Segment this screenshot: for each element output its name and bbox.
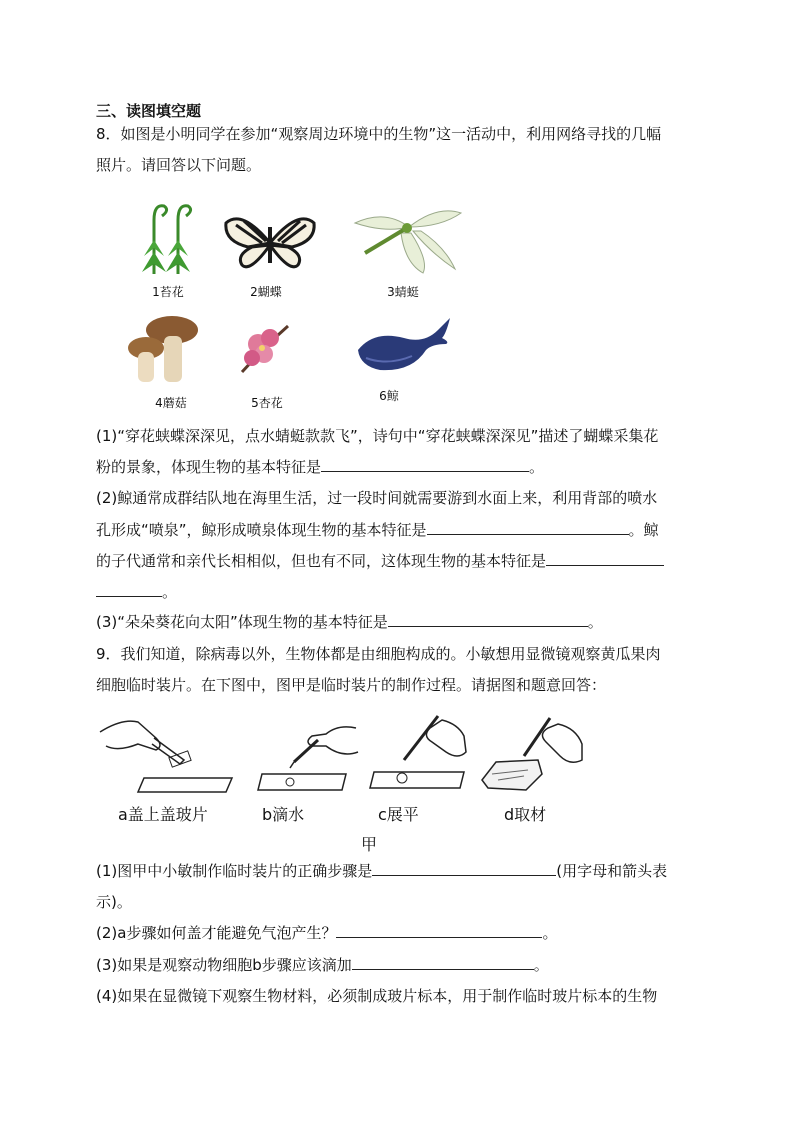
answer-blank[interactable] (352, 955, 534, 970)
q8-part1-text: 粉的景象，体现生物的基本特征是 (96, 458, 322, 476)
whale-image (354, 316, 452, 374)
answer-blank[interactable] (546, 551, 664, 566)
q8-part2-line-4 (96, 582, 177, 602)
q8-part2-text: 孔形成“喷泉”，鲸形成喷泉体现生物的基本特征是 (96, 521, 427, 539)
q8-part2-end-2: 。 (162, 583, 178, 601)
figure-label-dragonfly: 3蜻蜓 (387, 285, 419, 299)
q9-part4-line: (4)如果在显微镜下观察生物材料，必须制成玻片标本，用于制作临时玻片标本的生物 (96, 987, 658, 1005)
q8-part1-line-1: (1)“穿花蛱蝶深深见，点水蜻蜓款款飞”，诗句中“穿花蛱蝶深深见”描述了蝴蝶采集花 (96, 427, 659, 445)
q9-part1-line-2: 示)。 (96, 893, 132, 911)
answer-blank[interactable] (388, 612, 588, 627)
section-heading: 三、读图填空题 (96, 102, 202, 120)
q8-part3-text: (3)“朵朵葵花向太阳”体现生物的基本特征是 (96, 613, 388, 631)
q8-part1-end: 。 (529, 458, 545, 476)
figure-label-mushroom: 4蘑菇 (155, 396, 187, 410)
q8-part2-line-2 (96, 520, 659, 540)
q8-part2-line-3 (96, 551, 664, 571)
figure-label-c: c展平 (378, 805, 419, 824)
q9-part1-end: (用字母和箭头表 (556, 862, 668, 880)
q9-part2-line (96, 923, 557, 943)
answer-blank[interactable] (336, 923, 542, 938)
q8-part3-end: 。 (587, 613, 603, 631)
drop-water-step-image (246, 722, 368, 794)
mushroom-image (126, 314, 200, 386)
answer-blank[interactable] (427, 520, 629, 535)
dragonfly-image (345, 203, 465, 277)
q9-part1-line-1 (96, 861, 667, 881)
cover-slip-step-image (98, 712, 236, 794)
answer-blank[interactable] (96, 582, 162, 597)
figure-label-moss: 1苔花 (152, 285, 184, 299)
figure-label-butterfly: 2蝴蝶 (250, 285, 282, 299)
q8-part1-line-2 (96, 457, 544, 477)
q9-part3-line (96, 955, 549, 975)
q9-intro-line-1: 9．我们知道，除病毒以外，生物体都是由细胞构成的。小敏想用显微镜观察黄瓜果肉 (96, 645, 661, 663)
figure-label-b: b滴水 (262, 805, 305, 824)
q9-part3-end: 。 (533, 956, 549, 974)
q8-intro-line-1: 8．如图是小明同学在参加“观察周边环境中的生物”这一活动中，利用网络寻找的几幅 (96, 125, 662, 143)
figure-label-a: a盖上盖玻片 (118, 805, 208, 824)
q8-part2-text-2: 的子代通常和亲代长相相似，但也有不同，这体现生物的基本特征是 (96, 552, 547, 570)
figure-label-d: d取材 (504, 805, 547, 824)
q9-part3-text: (3)如果是观察动物细胞b步骤应该滴加 (96, 956, 352, 974)
q8-intro-line-2: 照片。请回答以下问题。 (96, 156, 262, 174)
take-material-step-image (478, 714, 590, 794)
figure-label-whale: 6鲸 (379, 389, 399, 403)
answer-blank[interactable] (321, 457, 529, 472)
q8-part3-line (96, 612, 603, 632)
butterfly-image (222, 213, 318, 275)
apricot-blossom-image (236, 318, 294, 376)
moss-image (136, 196, 196, 278)
q9-part2-end: 。 (542, 924, 558, 942)
q9-part1-text: (1)图甲中小敏制作临时装片的正确步骤是 (96, 862, 373, 880)
q9-intro-line-2: 细胞临时装片。在下图中，图甲是临时装片的制作过程。请据图和题意回答： (96, 676, 607, 694)
flatten-step-image (368, 712, 480, 794)
q8-part2-end: 。鲸 (628, 521, 659, 539)
q9-part2-text: (2)a步骤如何盖才能避免气泡产生？ (96, 924, 337, 942)
figure-label-apricot: 5杏花 (251, 396, 283, 410)
figure-title-jia: 甲 (361, 835, 378, 854)
q8-part2-line-1: (2)鲸通常成群结队地在海里生活，过一段时间就需要游到水面上来，利用背部的喷水 (96, 489, 658, 507)
answer-blank[interactable] (372, 861, 556, 876)
